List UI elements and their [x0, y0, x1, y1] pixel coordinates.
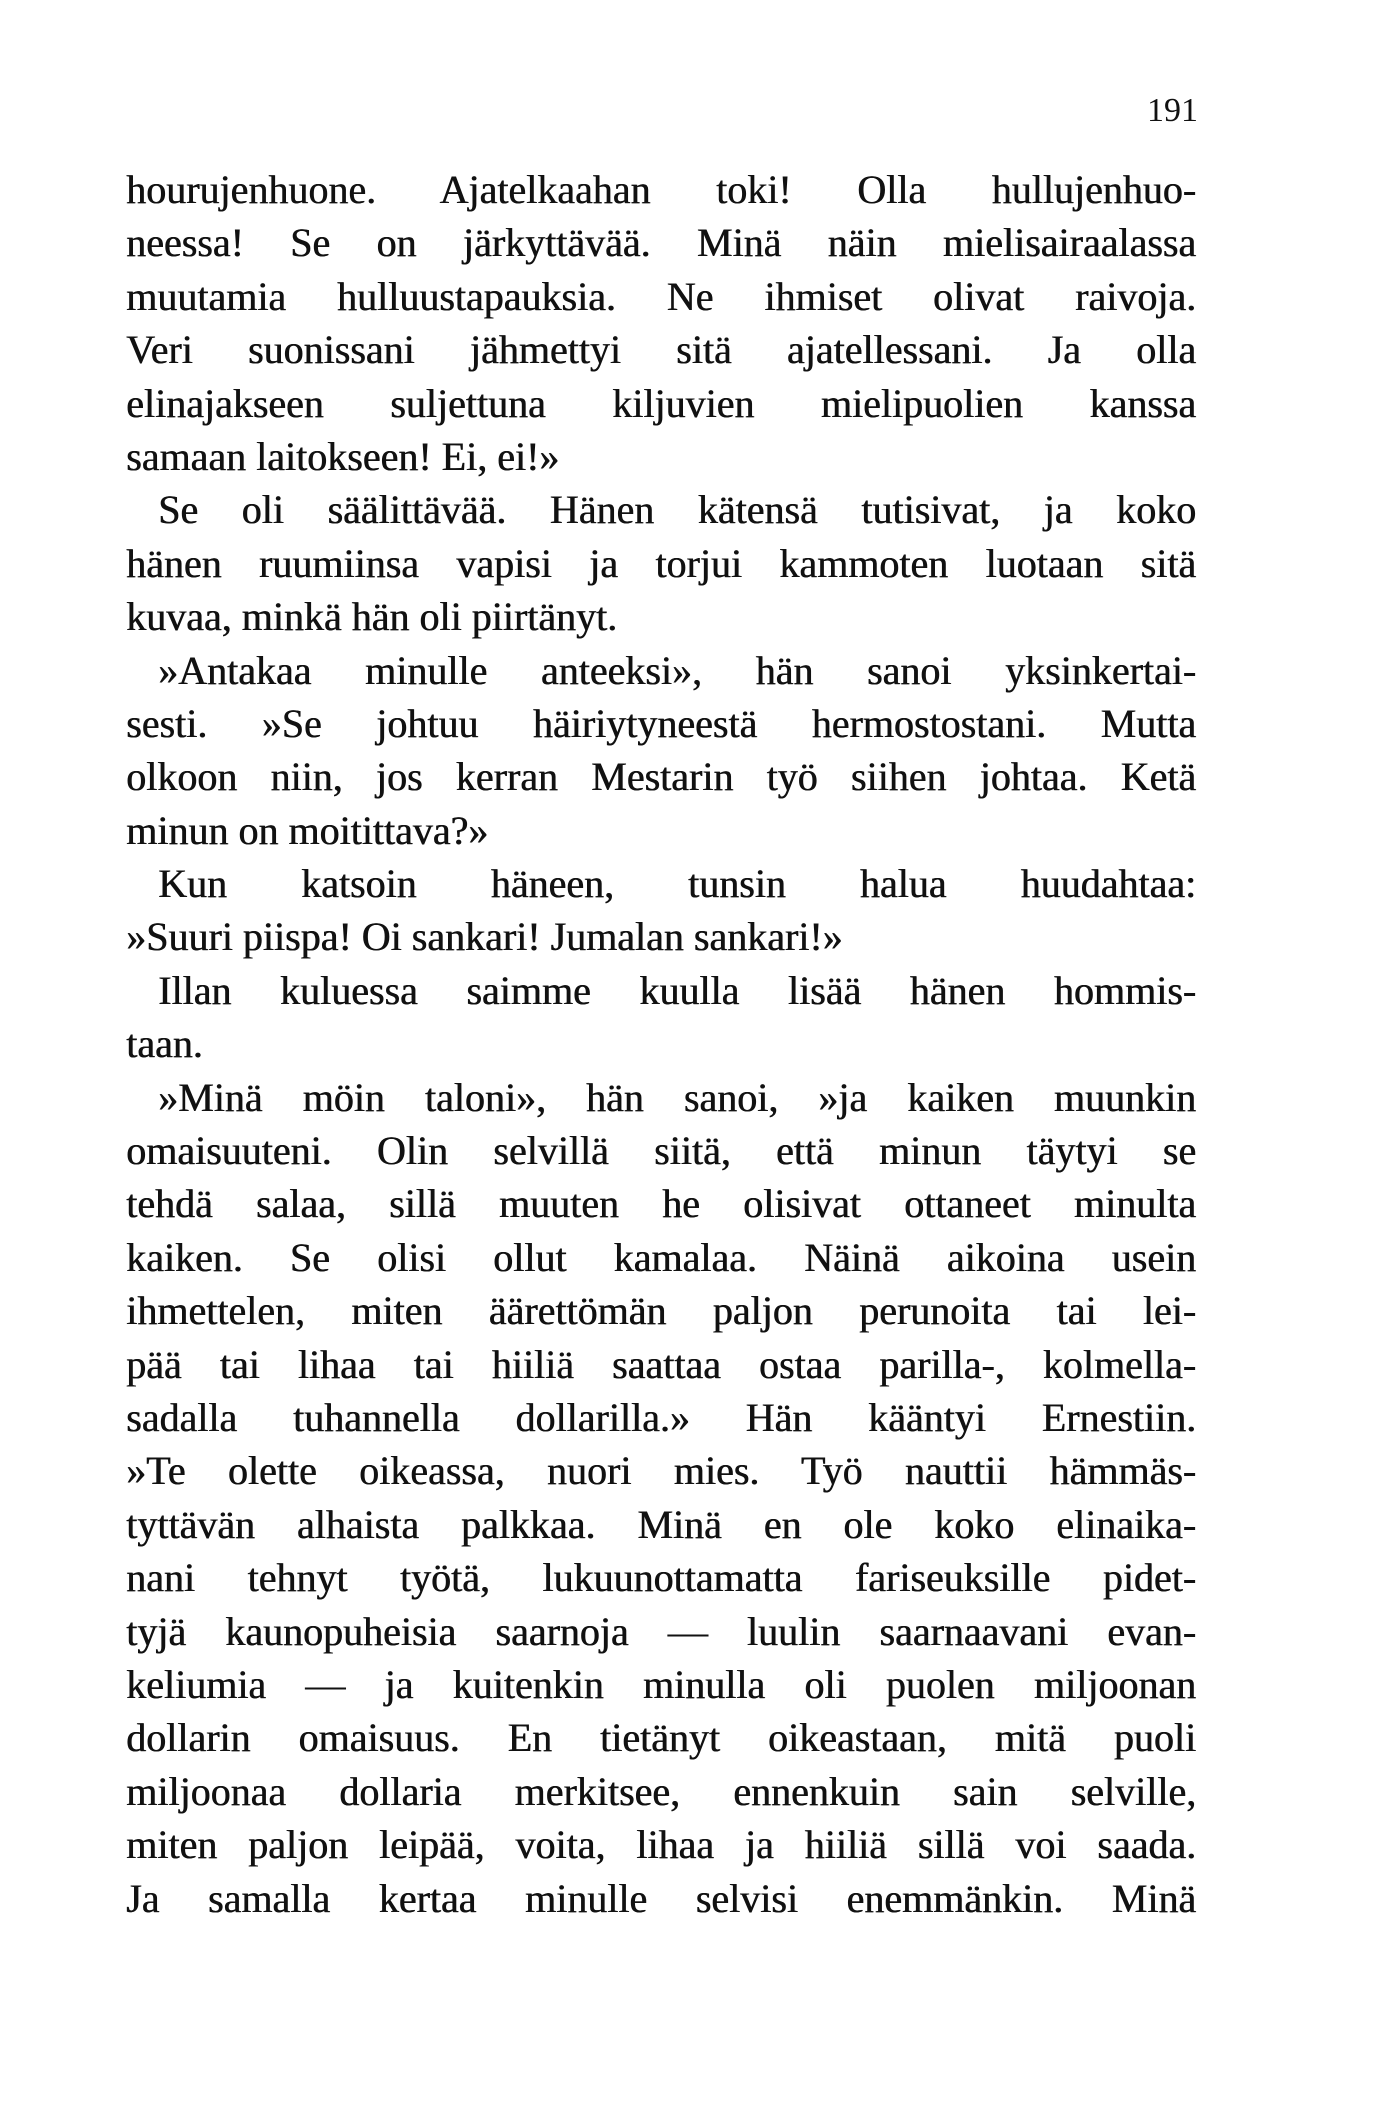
- text-line: Kun katsoin häneen, tunsin halua huudahtaa:: [158, 861, 1196, 907]
- paragraph: [126, 483, 1196, 643]
- paragraph: [126, 857, 1196, 964]
- text-line: minun on moitittava?»: [126, 807, 489, 853]
- text-line: pää tai lihaa tai hiiliä saattaa ostaa parilla-, kolmella-: [126, 1341, 1196, 1387]
- text-line: olkoon niin, jos kerran Mestarin työ siihen johtaa. Ketä: [126, 754, 1196, 800]
- paragraph: [126, 1071, 1196, 1925]
- text-line: »Suuri piispa! Oi sankari! Jumalan sankari!»: [126, 914, 843, 960]
- text-line: tyjä kaunopuheisia saarnoja — luulin saarnaavani evan-: [126, 1608, 1196, 1654]
- text-line: Ja samalla kertaa minulle selvisi enemmänkin. Minä: [126, 1875, 1196, 1921]
- text-line: omaisuuteni. Olin selvillä siitä, että minun täytyi se: [126, 1128, 1196, 1174]
- text-line: sesti. »Se johtuu häiriytyneestä hermostostani. Mutta: [126, 700, 1196, 746]
- text-line: Illan kuluessa saimme kuulla lisää hänen hommis-: [158, 967, 1196, 1013]
- text-line: muutamia hulluustapauksia. Ne ihmiset olivat raivoja.: [126, 273, 1196, 319]
- page-number: 191: [1147, 92, 1198, 129]
- text-line: taan.: [126, 1021, 203, 1067]
- text-line: dollarin omaisuus. En tietänyt oikeastaan, mitä puoli: [126, 1715, 1196, 1761]
- paragraph: [126, 163, 1196, 483]
- paragraph: [126, 964, 1196, 1071]
- text-line: Veri suonissani jähmettyi sitä ajatellessani. Ja olla: [126, 327, 1196, 373]
- text-line: sadalla tuhannella dollarilla.» Hän kääntyi Ernestiin.: [126, 1394, 1196, 1440]
- text-line: keliumia — ja kuitenkin minulla oli puolen miljoonan: [126, 1661, 1196, 1707]
- text-line: »Antakaa minulle anteeksi», hän sanoi yksinkertai-: [158, 647, 1196, 693]
- paragraph: [126, 644, 1196, 858]
- text-line: samaan laitokseen! Ei, ei!»: [126, 433, 560, 479]
- text-line: hänen ruumiinsa vapisi ja torjui kammoten luotaan sitä: [126, 540, 1196, 586]
- text-line: tehdä salaa, sillä muuten he olisivat ottaneet minulta: [126, 1181, 1196, 1227]
- text-line: kaiken. Se olisi ollut kamalaa. Näinä aikoina usein: [126, 1234, 1196, 1280]
- text-line: ihmettelen, miten äärettömän paljon perunoita tai lei-: [126, 1288, 1196, 1334]
- text-line: kuvaa, minkä hän oli piirtänyt.: [126, 594, 617, 640]
- text-line: tyttävän alhaista palkkaa. Minä en ole koko elinaika-: [126, 1501, 1196, 1547]
- text-line: miljoonaa dollaria merkitsee, ennenkuin sain selville,: [126, 1768, 1196, 1814]
- body-text: [126, 163, 1196, 1925]
- text-line: »Minä möin taloni», hän sanoi, »ja kaiken muunkin: [158, 1074, 1196, 1120]
- text-line: hourujenhuone. Ajatelkaahan toki! Olla hullujenhuo-: [126, 167, 1196, 212]
- text-line: nani tehnyt työtä, lukuunottamatta fariseuksille pidet-: [126, 1555, 1196, 1601]
- text-line: »Te olette oikeassa, nuori mies. Työ nauttii hämmäs-: [126, 1448, 1196, 1494]
- text-line: neessa! Se on järkyttävää. Minä näin mielisairaalassa: [126, 220, 1196, 266]
- text-line: miten paljon leipää, voita, lihaa ja hiiliä sillä voi saada.: [126, 1822, 1196, 1868]
- text-line: Se oli säälittävää. Hänen kätensä tutisivat, ja koko: [158, 487, 1196, 533]
- text-line: elinajakseen suljettuna kiljuvien mielipuolien kanssa: [126, 380, 1196, 426]
